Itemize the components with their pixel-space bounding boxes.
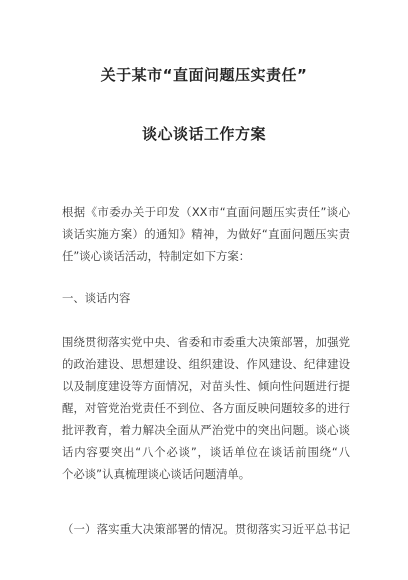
intro-line: 谈话实施方案）的通知》精神，为做好“直面问题压实责 (62, 227, 350, 241)
body-line: 个必谈”认真梳理谈心谈话问题清单。 (62, 467, 251, 481)
body-line: 的政治建设、思想建设、组织建设、作风建设、纪律建设 (62, 357, 350, 371)
intro-line: 任”谈心谈话活动，特制定如下方案： (62, 249, 251, 263)
body-line: 围绕贯彻落实党中央、省委和市委重大决策部署，加强党 (62, 335, 350, 349)
section-heading-text: 一、谈话内容 (62, 291, 131, 305)
subsection-paragraph (62, 518, 350, 540)
document-title-line-2: 谈心谈话工作方案 (141, 125, 266, 143)
body-line: 以及制度建设等方面情况，对苗头性、倾向性问题进行提 (62, 379, 350, 393)
document-title-line-1: 关于某市“直面问题压实责任” (100, 66, 308, 84)
subsection-line: （一）落实重大决策部署的情况。贯彻落实习近平总书记 (62, 522, 350, 536)
body-paragraph (62, 331, 350, 485)
body-line: 话内容要突出“八个必谈”，谈话单位在谈话前围绕“八 (62, 445, 350, 459)
intro-line: 根据《市委办关于印发（XX市“直面问题压实责任”谈心 (62, 205, 350, 219)
section-heading (62, 287, 350, 309)
intro-paragraph (62, 201, 350, 267)
body-line: 醒，对管党治党责任不到位、各方面反映问题较多的进行 (62, 401, 350, 415)
body-line: 批评教育，着力解决全面从严治党中的突出问题。谈心谈 (62, 423, 350, 437)
